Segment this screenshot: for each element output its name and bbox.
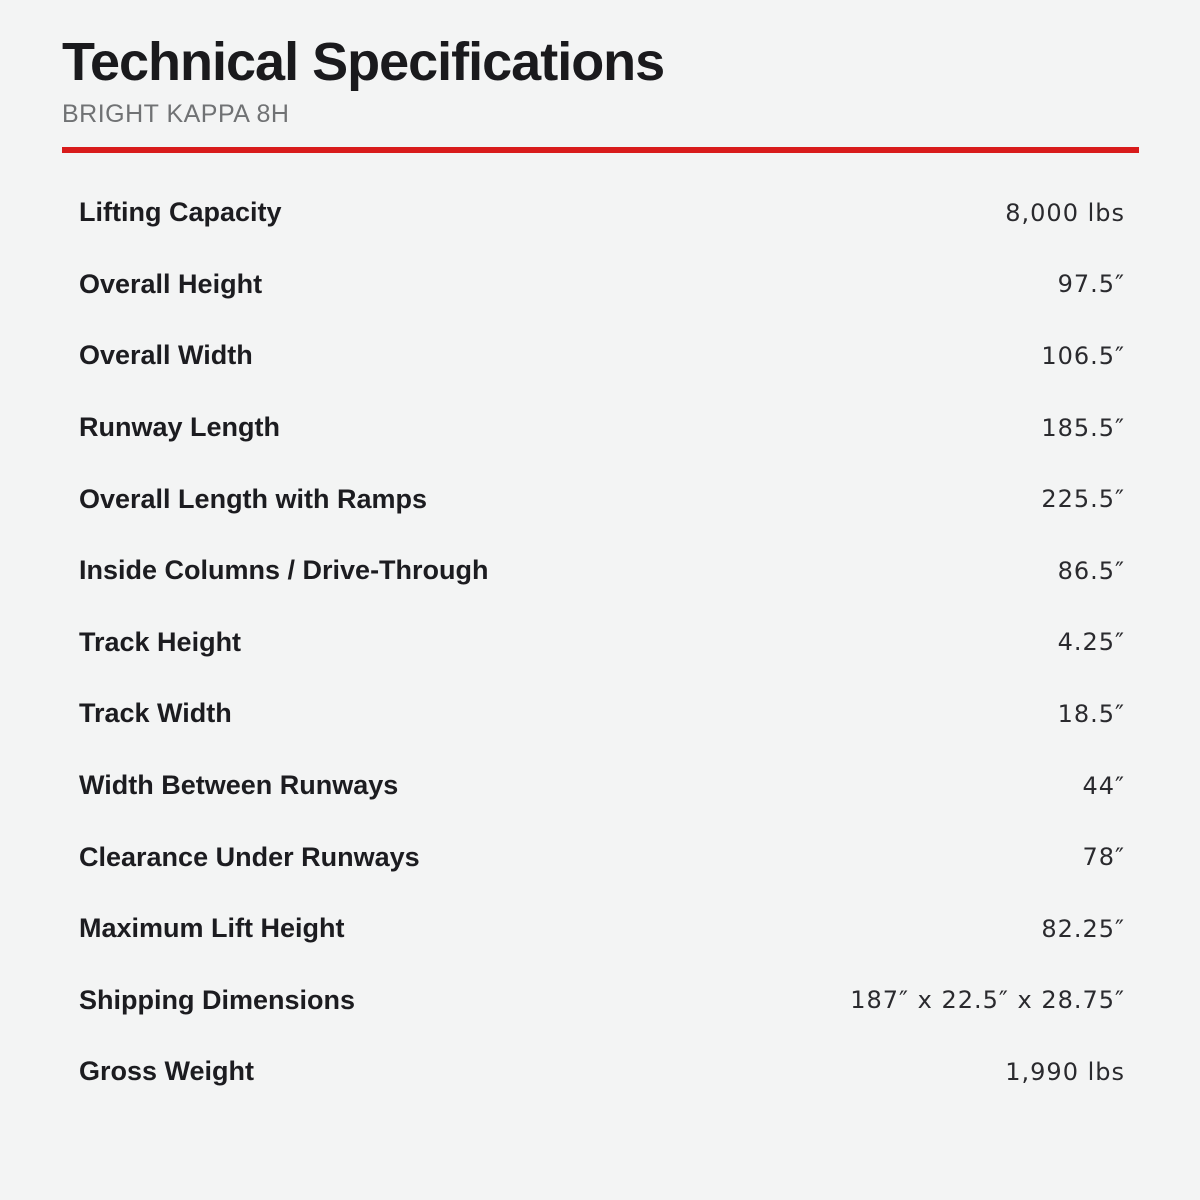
spec-value: 225.5″ [1041, 485, 1125, 514]
spec-value: 18.5″ [1057, 699, 1125, 728]
spec-value: 8,000 lbs [1005, 198, 1125, 227]
spec-label: Overall Width [79, 340, 253, 371]
spec-label: Inside Columns / Drive-Through [79, 555, 489, 586]
spec-row-track-width [79, 678, 1125, 750]
spec-label: Runway Length [79, 412, 280, 443]
spec-row-overall-length-with-ramps [79, 463, 1125, 535]
spec-row-shipping-dimensions [79, 965, 1125, 1037]
spec-row-clearance-under-runways [79, 821, 1125, 893]
spec-label: Width Between Runways [79, 770, 399, 801]
spec-value: 185.5″ [1041, 413, 1125, 442]
spec-value: 86.5″ [1057, 556, 1125, 585]
spec-label: Track Width [79, 698, 232, 729]
spec-row-lifting-capacity [79, 177, 1125, 249]
spec-value: 44″ [1082, 771, 1125, 800]
spec-row-runway-length [79, 392, 1125, 464]
spec-label: Overall Length with Ramps [79, 483, 428, 514]
spec-row-maximum-lift-height [79, 893, 1125, 965]
spec-label: Lifting Capacity [79, 197, 282, 228]
spec-row-inside-columns [79, 535, 1125, 607]
spec-row-track-height [79, 607, 1125, 679]
spec-label: Maximum Lift Height [79, 913, 345, 944]
spec-label: Clearance Under Runways [79, 841, 420, 872]
spec-row-overall-height [79, 249, 1125, 321]
spec-row-gross-weight [79, 1036, 1125, 1108]
spec-row-width-between-runways [79, 750, 1125, 822]
page-title: Technical Specifications [62, 32, 665, 92]
spec-value: 187″ x 22.5″ x 28.75″ [850, 986, 1125, 1015]
accent-divider [62, 147, 1139, 153]
spec-value: 1,990 lbs [1005, 1057, 1125, 1086]
spec-value: 82.25″ [1041, 914, 1125, 943]
spec-label: Gross Weight [79, 1056, 255, 1087]
spec-value: 106.5″ [1041, 341, 1125, 370]
spec-value: 78″ [1082, 843, 1125, 872]
page-subtitle: BRIGHT KAPPA 8H [62, 100, 290, 128]
spec-table [79, 177, 1125, 1108]
header [62, 30, 1140, 130]
spec-label: Shipping Dimensions [79, 984, 356, 1015]
spec-value: 97.5″ [1057, 270, 1125, 299]
spec-value: 4.25″ [1057, 628, 1125, 657]
spec-label: Track Height [79, 626, 242, 657]
spec-label: Overall Height [79, 268, 263, 299]
spec-row-overall-width [79, 320, 1125, 392]
